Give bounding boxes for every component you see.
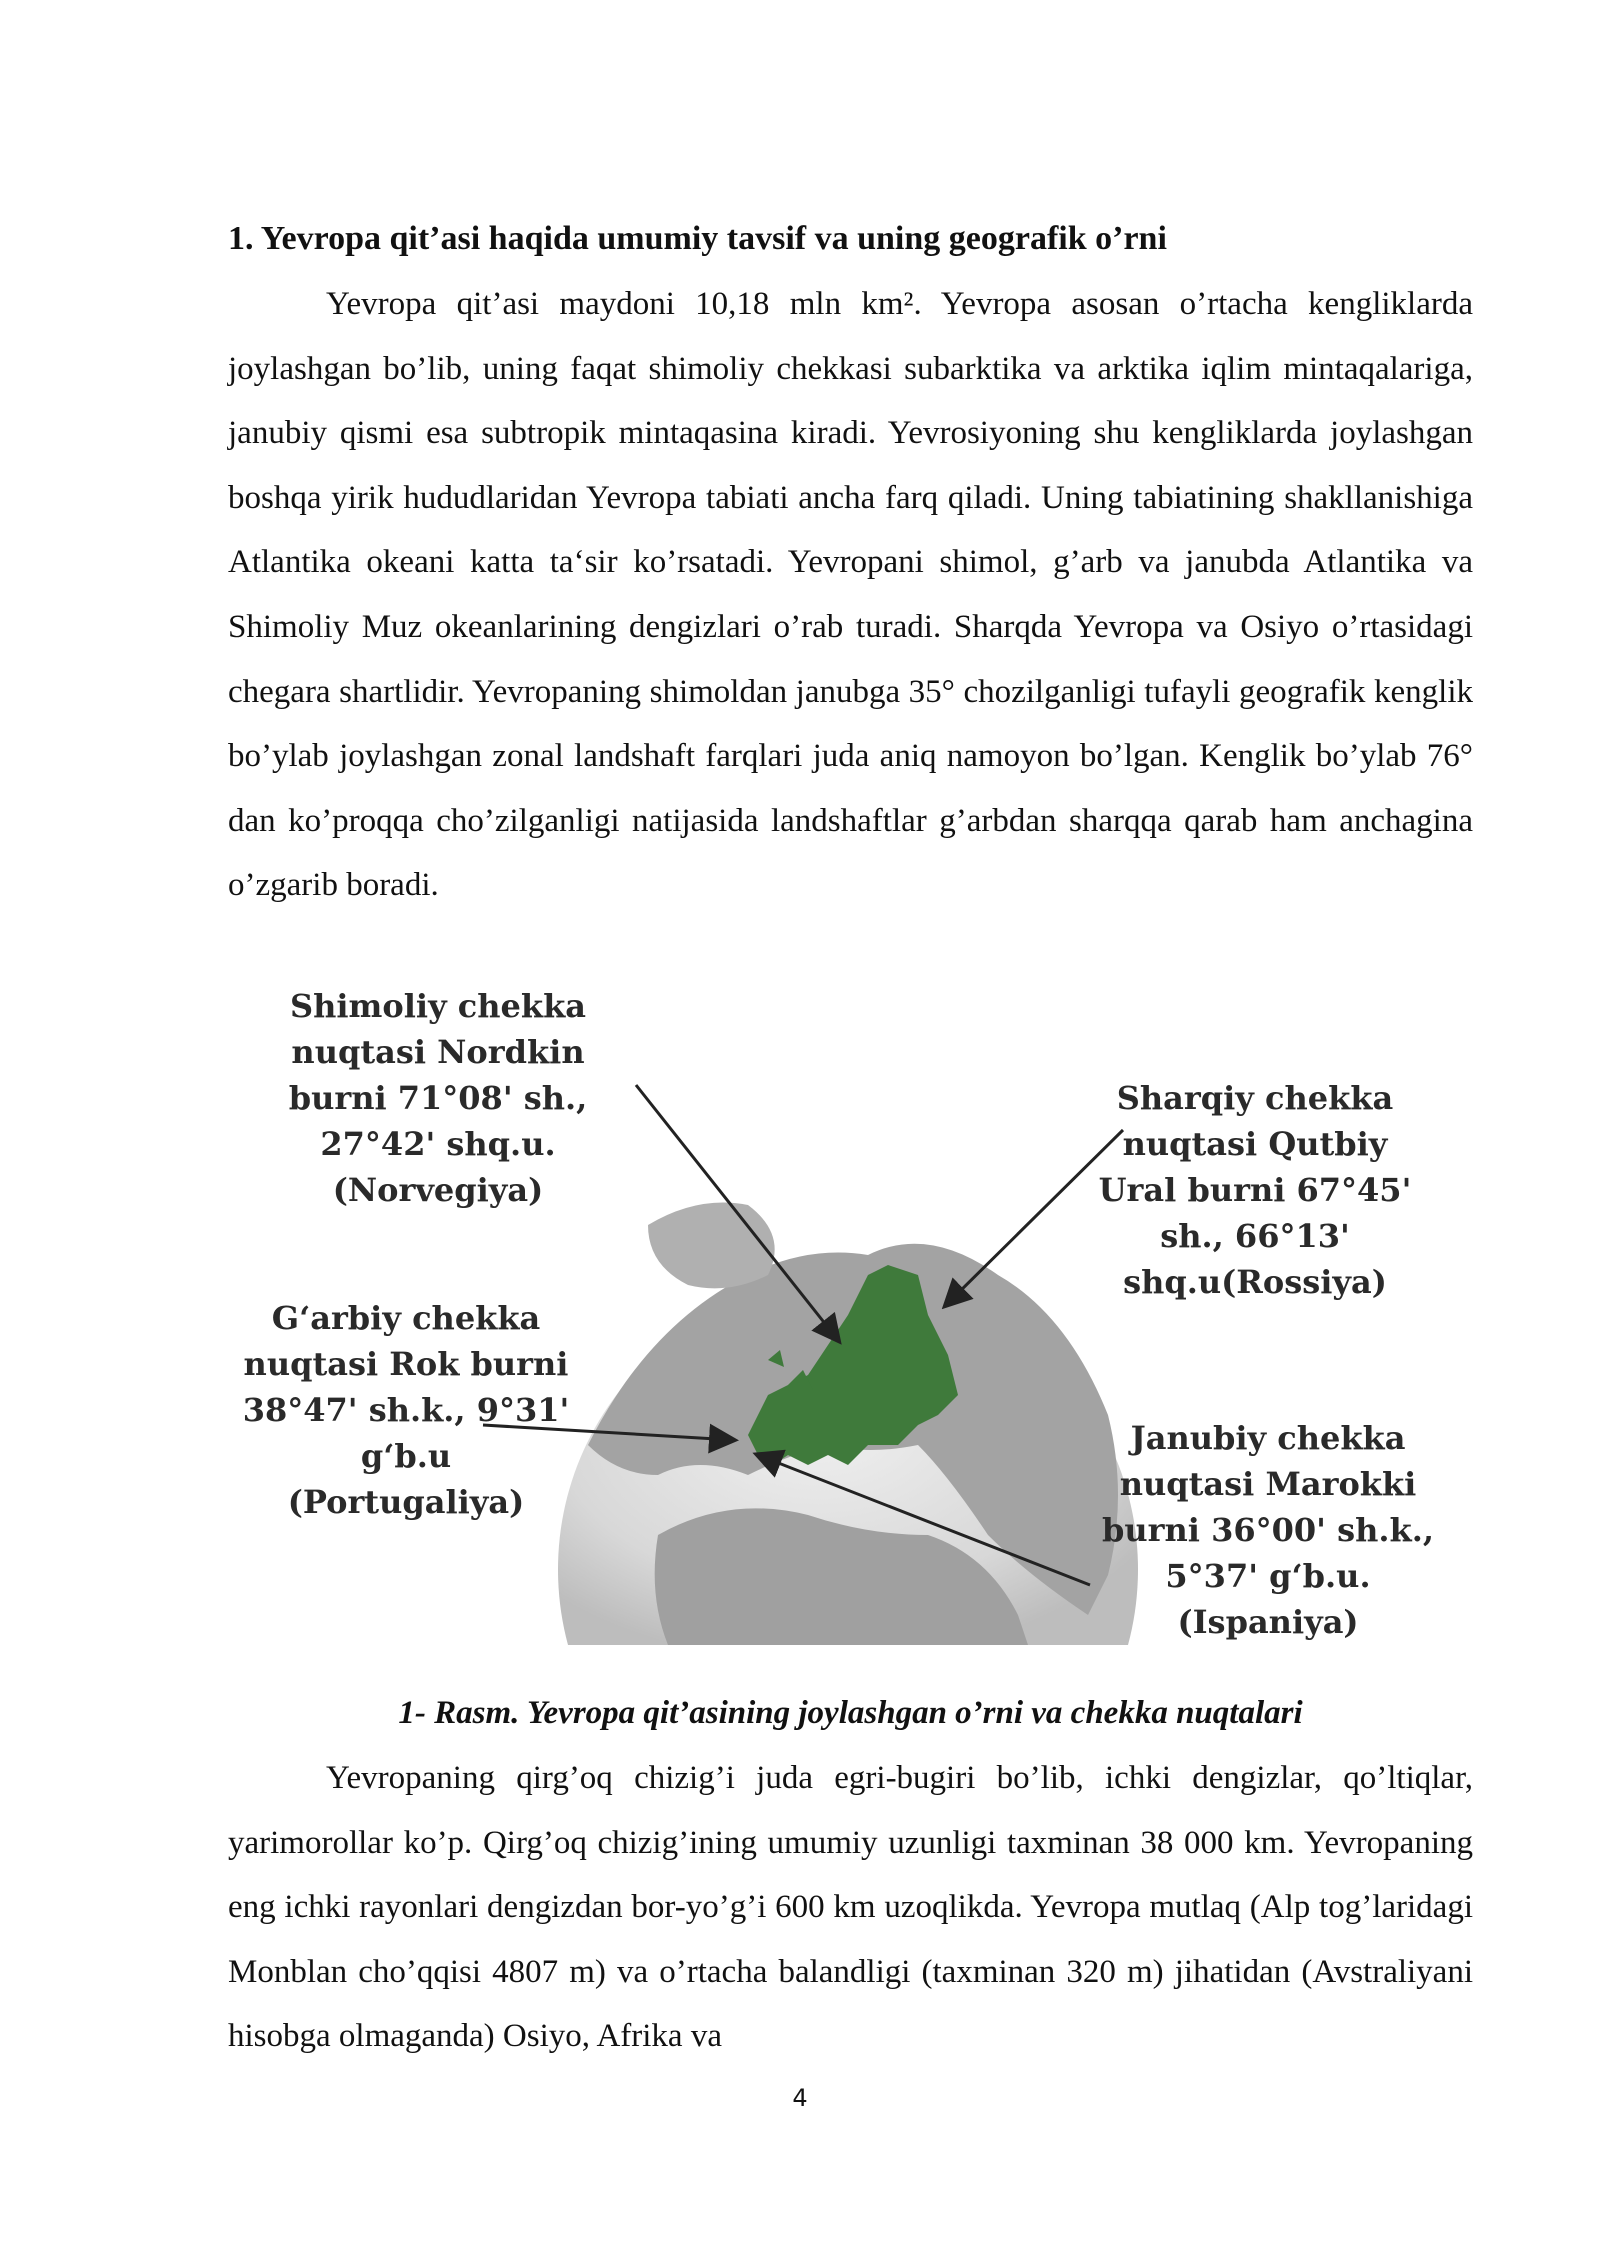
section-heading: 1. Yevropa qit’asi haqida umumiy tavsif va uning geografik o’rni [228, 220, 1167, 257]
page-number: 4 [792, 2084, 808, 2112]
europe-globe-figure [228, 975, 1473, 1673]
callout-north-point: Shimoliy chekka nuqtasi Nordkin burni 71°08' sh., 27°42' shq.u. (Norvegiya) [288, 987, 588, 1209]
paragraph-coastline: Yevropaning qirg’oq chizig’i juda egri-bugiri bo’lib, ichki dengizlar, qo’ltiqlar, yarimorollar ko’p. Qirg’oq chizig’ining umumiy uzunligi taxminan 38 000 km. Yevropaning eng ichki rayonlari dengizdan bor-yo’g’i 600 km uzoqlikda. Yevropa mutlaq (Alp tog’laridagi Monblan cho’qqisi 4807 m) va o’rtacha balandligi (taxminan 320 m) jihatidan (Avstraliyani hisobga olmaganda) Osiyo, Afrika va [228, 1760, 1473, 2055]
callout-south-point: Janubiy chekka nuqtasi Marokki burni 36°00' sh.k., 5°37' g‘b.u. (Ispaniya) [1102, 1419, 1434, 1641]
globe [558, 1203, 1138, 1646]
callout-west-point: G‘arbiy chekka nuqtasi Rok burni 38°47' sh.k., 9°31' g‘b.u (Portugaliya) [242, 1299, 570, 1521]
paragraph-intro: Yevropa qit’asi maydoni 10,18 mln km². Yevropa asosan o’rtacha kengliklarda joylashgan bo’lib, uning faqat shimoliy chekkasi subarktika va arktika iqlim mintaqalariga, janubiy qismi esa subtropik mintaqasina kiradi. Yevrosiyoning shu kengliklarda joylashgan boshqa yirik hududlaridan Yevropa tabiati ancha farq qiladi. Uning tabiatining shakllanishiga Atlantika okeani katta ta‘sir ko’rsatadi. Yevropani shimol, g’arb va janubda Atlantika va Shimoliy Muz okeanlarining dengizlari o’rab turadi. Sharqda Yevropa va Osiyo o’rtasidagi chegara shartlidir. Yevropaning shimoldan janubga 35° chozilganligi tufayli geografik kenglik bo’ylab joylashgan zonal landshaft farqlari juda aniq namoyon bo’lgan. Kenglik bo’ylab 76° dan ko’proqqa cho’zilganligi natijasida landshaftlar g’arbdan sharqqa qarab ham anchagina o’zgarib boradi. [228, 286, 1473, 904]
callout-east-point: Sharqiy chekka nuqtasi Qutbiy Ural burni 67°45' sh., 66°13' shq.u(Rossiya) [1098, 1079, 1412, 1301]
figure-caption: 1- Rasm. Yevropa qit’asining joylashgan o’rni va chekka nuqtalari [398, 1695, 1303, 1731]
